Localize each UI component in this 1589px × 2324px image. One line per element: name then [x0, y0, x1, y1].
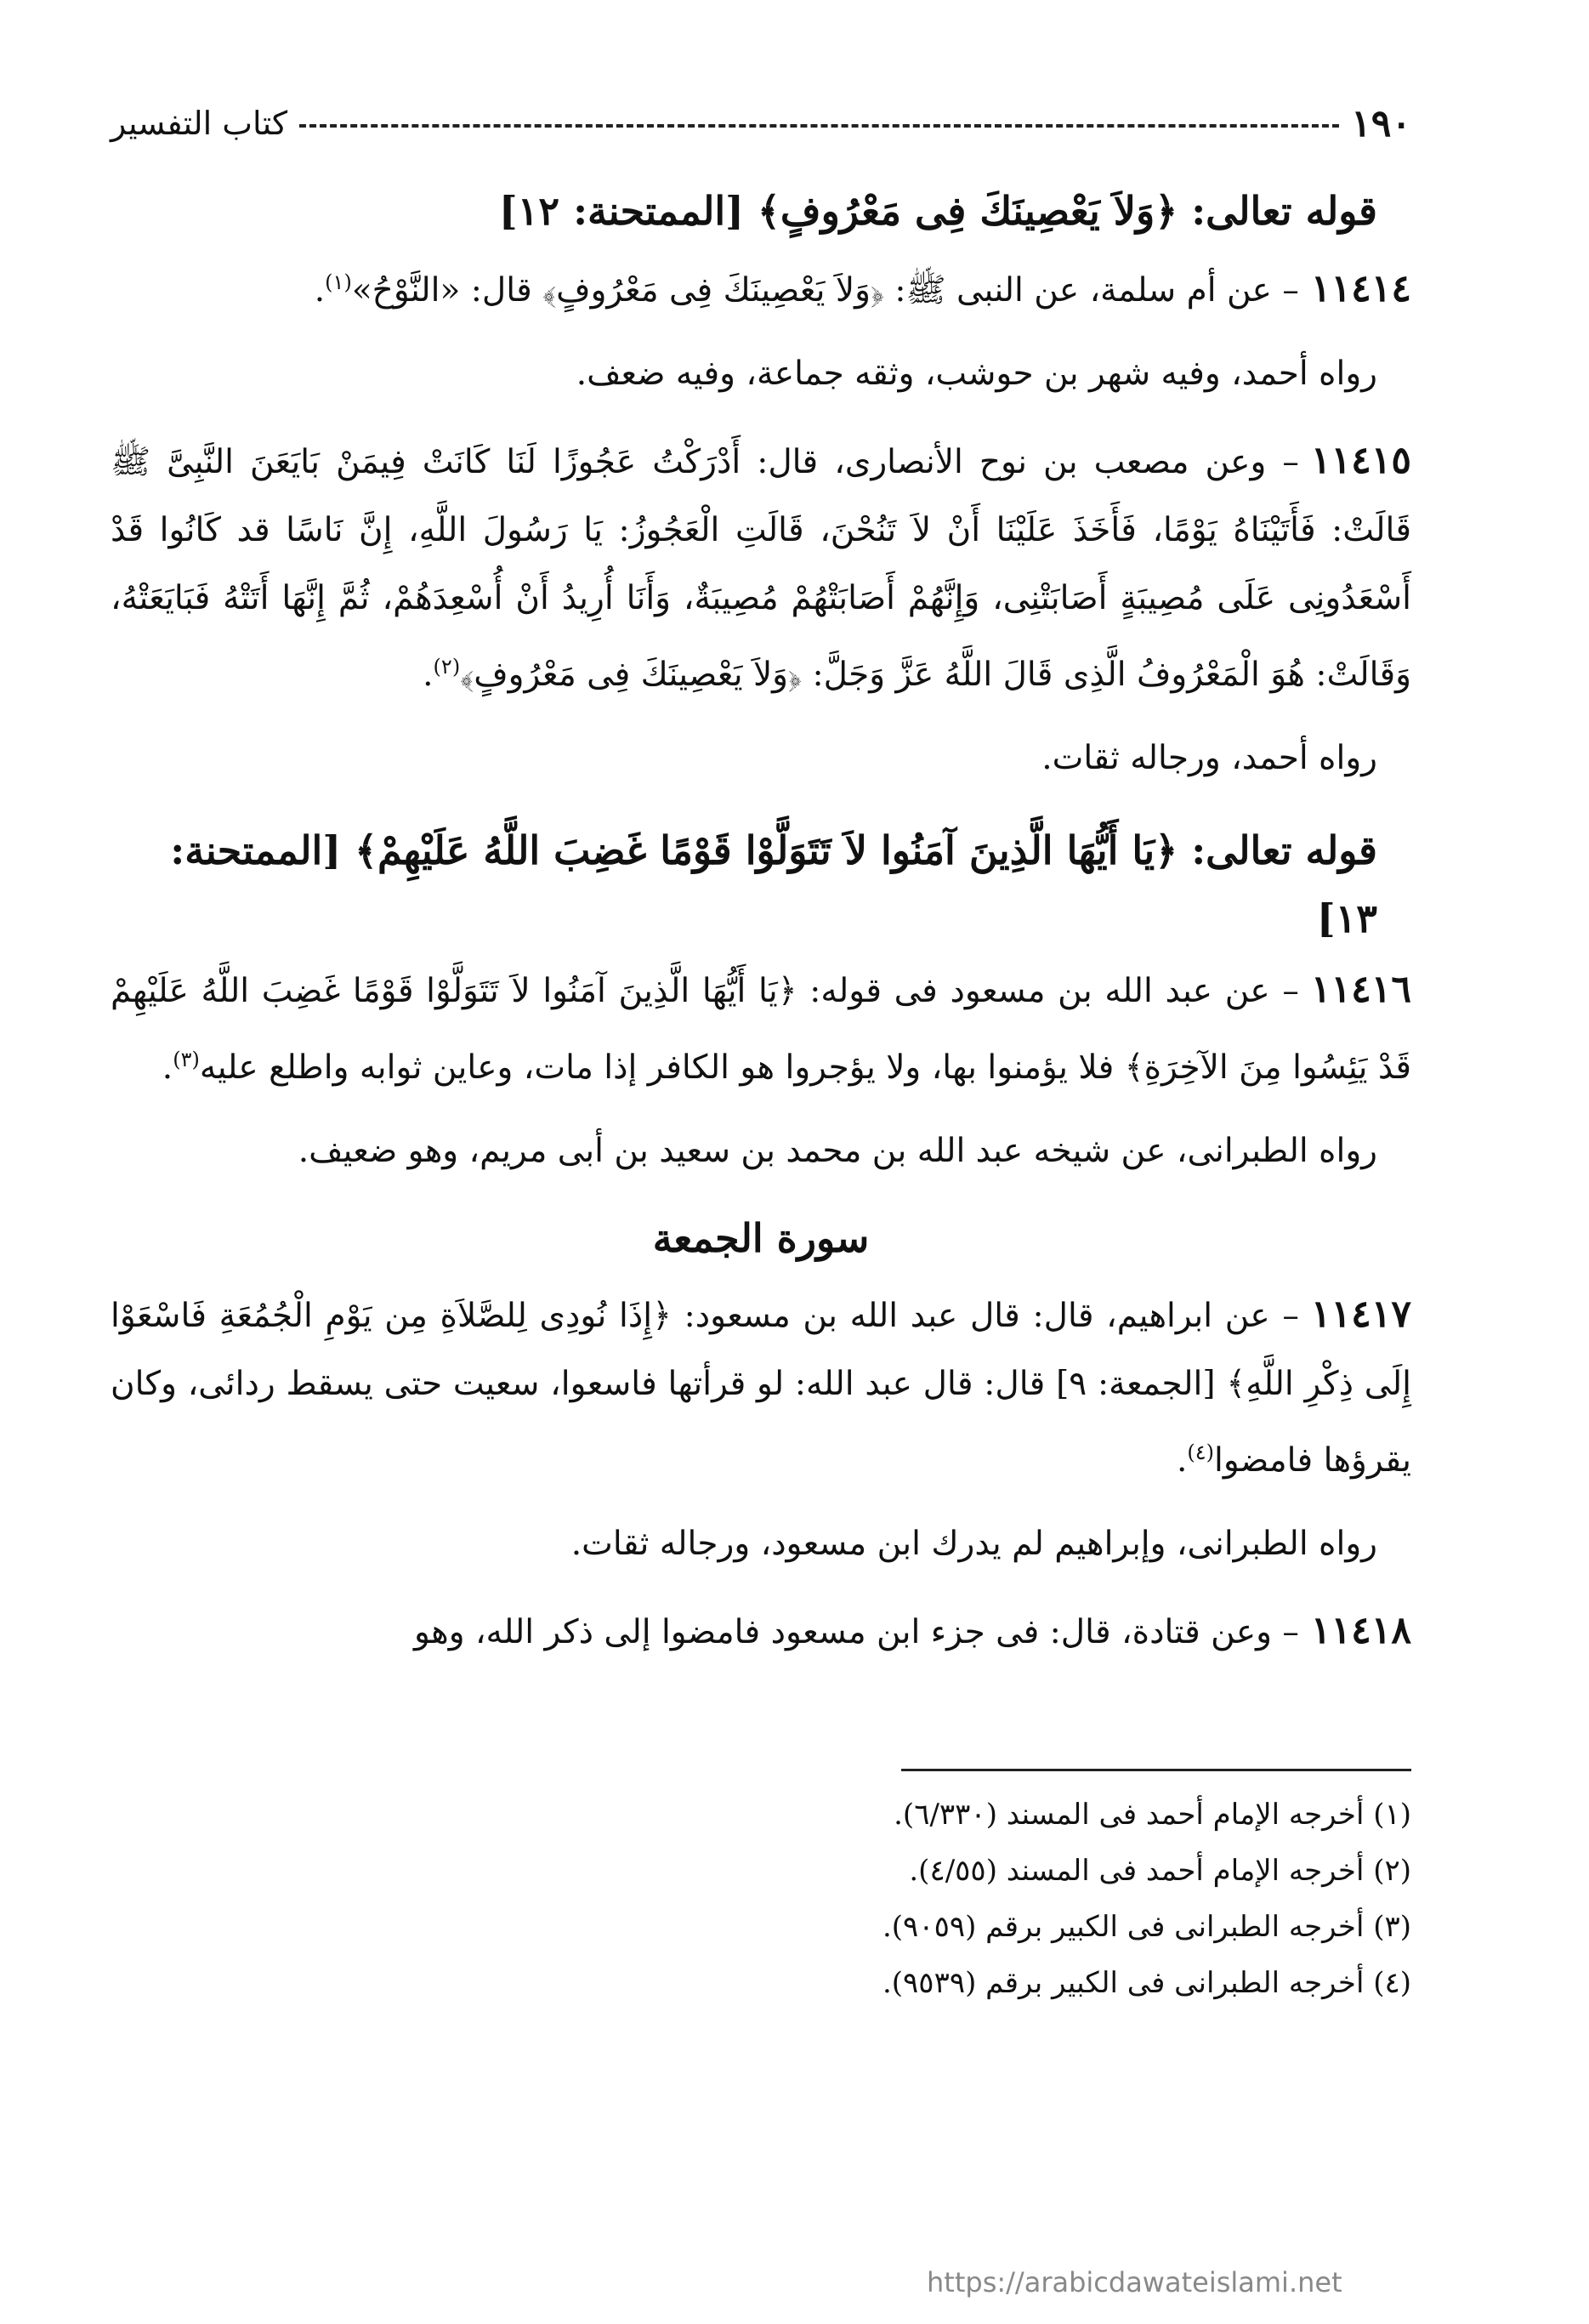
- hadith-number: ١١٤١٦: [1310, 968, 1411, 1011]
- period: .: [314, 271, 326, 310]
- hadith-number: ١١٤١٧: [1310, 1293, 1411, 1336]
- book-title: كتاب التفسير: [111, 105, 288, 142]
- narration-note: رواه الطبرانى، عن شيخه عبد الله بن محمد بن سعيد بن أبى مريم، وهو ضعيف.: [298, 1132, 1377, 1170]
- hadith-text: – وعن مصعب بن نوح الأنصارى، قال: أَدْرَكْتُ عَجُوزًا لَنَا كَانَتْ فِيمَنْ بَايَعَنَ النَّبِىَّ ﷺ قَالَتْ: فَأَتَيْنَاهُ يَوْمًا، فَأَخَذَ عَلَيْنَا أَنْ لاَ تَنُحْنَ، قَالَتِ الْعَجُوزُ: يَا رَسُولَ اللَّهِ، إِنَّ نَاسًا قد كَانُوا قَدْ أَسْعَدُونِى عَلَى مُصِيبَةٍ أَصَابَتْنِى، وَإِنَّهُمْ أَصَابَتْهُمْ مُصِيبَةٌ، وَأَنَا أُرِيدُ أَنْ أُسْعِدَهُمْ، ثُمَّ إِنَّهَا أَتَتْهُ فَبَايَعَتْهُ، وَقَالَتْ: هُوَ الْمَعْرُوفُ الَّذِى قَالَ اللَّهُ عَزَّ وَجَلَّ: ﴿وَلاَ يَعْصِينَكَ فِى مَعْرُوفٍ﴾: [111, 443, 1411, 694]
- hadith-number: ١١٤١٤: [1310, 267, 1411, 310]
- running-header: [111, 94, 1411, 153]
- hadith-11415: [111, 427, 1411, 709]
- hadith-11418: [111, 1597, 1411, 1667]
- footnote-3: (٣) أخرجه الطبرانى فى الكبير برقم (٩٠٥٩).: [882, 1910, 1411, 1944]
- hadith-text: – عن أم سلمة، عن النبى ﷺ: ﴿وَلاَ يَعْصِينَكَ فِى مَعْرُوفٍ﴾ قال: «النَّوْحُ»: [351, 271, 1299, 310]
- footnote-ref: (١): [325, 270, 352, 294]
- hadith-number: ١١٤١٨: [1310, 1609, 1411, 1652]
- hadith-11416: [111, 956, 1411, 1102]
- hadith-number: ١١٤١٥: [1310, 439, 1411, 482]
- hadith-text: – وعن قتادة، قال: فى جزء ابن مسعود فامضوا إلى ذكر الله، وهو: [414, 1613, 1299, 1651]
- footnote-ref: (٢): [433, 655, 461, 679]
- hadith-text: – عن ابراهيم، قال: قال عبد الله بن مسعود: ﴿إِذَا نُودِى لِلصَّلاَةِ مِن يَوْمِ الْجُمُعَةِ فَاسْعَوْا إِلَى ذِكْرِ اللَّهِ﴾ [الجمعة: ٩] قال: قال عبد الله: لو قرأتها فاسعوا، سعيت حتى يسقط ردائى، وكان يقرؤها فامضوا: [111, 1297, 1411, 1480]
- watermark-url: https://arabicdawateislami.net: [927, 2266, 1342, 2298]
- narration-note: رواه الطبرانى، وإبراهيم لم يدرك ابن مسعود، ورجاله ثقات.: [570, 1525, 1377, 1563]
- footnote-4: (٤) أخرجه الطبرانى فى الكبير برقم (٩٥٣٩).: [882, 1966, 1411, 2000]
- footnote-rule: [901, 1769, 1411, 1771]
- footnote-2: (٢) أخرجه الإمام أحمد فى المسند (٤/٥٥).: [909, 1854, 1411, 1888]
- document-page: [111, 94, 1411, 2270]
- section-heading-1: قوله تعالى: ﴿وَلاَ يَعْصِينَكَ فِى مَعْرُوفٍ﴾ [الممتحنة: ١٢]: [498, 188, 1377, 234]
- hadith-11417: [111, 1281, 1411, 1495]
- period: .: [162, 1048, 173, 1087]
- narration-note: رواه أحمد، ورجاله ثقات.: [1041, 739, 1377, 777]
- period: .: [423, 656, 434, 694]
- surah-title: سورة الجمعة: [652, 1215, 870, 1261]
- footnote-ref: (٤): [1187, 1440, 1214, 1464]
- period: .: [1176, 1441, 1188, 1480]
- section-heading-2: قوله تعالى: ﴿يَا أَيُّهَا الَّذِينَ آمَنُوا لاَ تَتَوَلَّوْا قَوْمًا غَضِبَ اللَّهُ عَلَيْهِمْ﴾ [الممتحنة: ١٣]: [170, 827, 1377, 941]
- footnote-1: (١) أخرجه الإمام أحمد فى المسند (٦/٣٣٠).: [894, 1798, 1411, 1832]
- hadith-11414: [111, 248, 1411, 325]
- page-number: ١٩٠: [1351, 101, 1411, 145]
- footnote-ref: (٣): [173, 1048, 200, 1071]
- narration-note: رواه أحمد، وفيه شهر بن حوشب، وثقه جماعة، وفيه ضعف.: [576, 355, 1377, 393]
- hadith-text: – عن عبد الله بن مسعود فى قوله: ﴿يَا أَيُّهَا الَّذِينَ آمَنُوا لاَ تَتَوَلَّوْا قَوْمًا غَضِبَ اللَّهُ عَلَيْهِمْ قَدْ يَئِسُوا مِنَ الآخِرَةِ﴾ فلا يؤمنوا بها، ولا يؤجروا هو الكافر إذا مات، وعاين ثوابه واطلع عليه: [111, 972, 1411, 1087]
- header-dashed-rule: [299, 124, 1339, 128]
